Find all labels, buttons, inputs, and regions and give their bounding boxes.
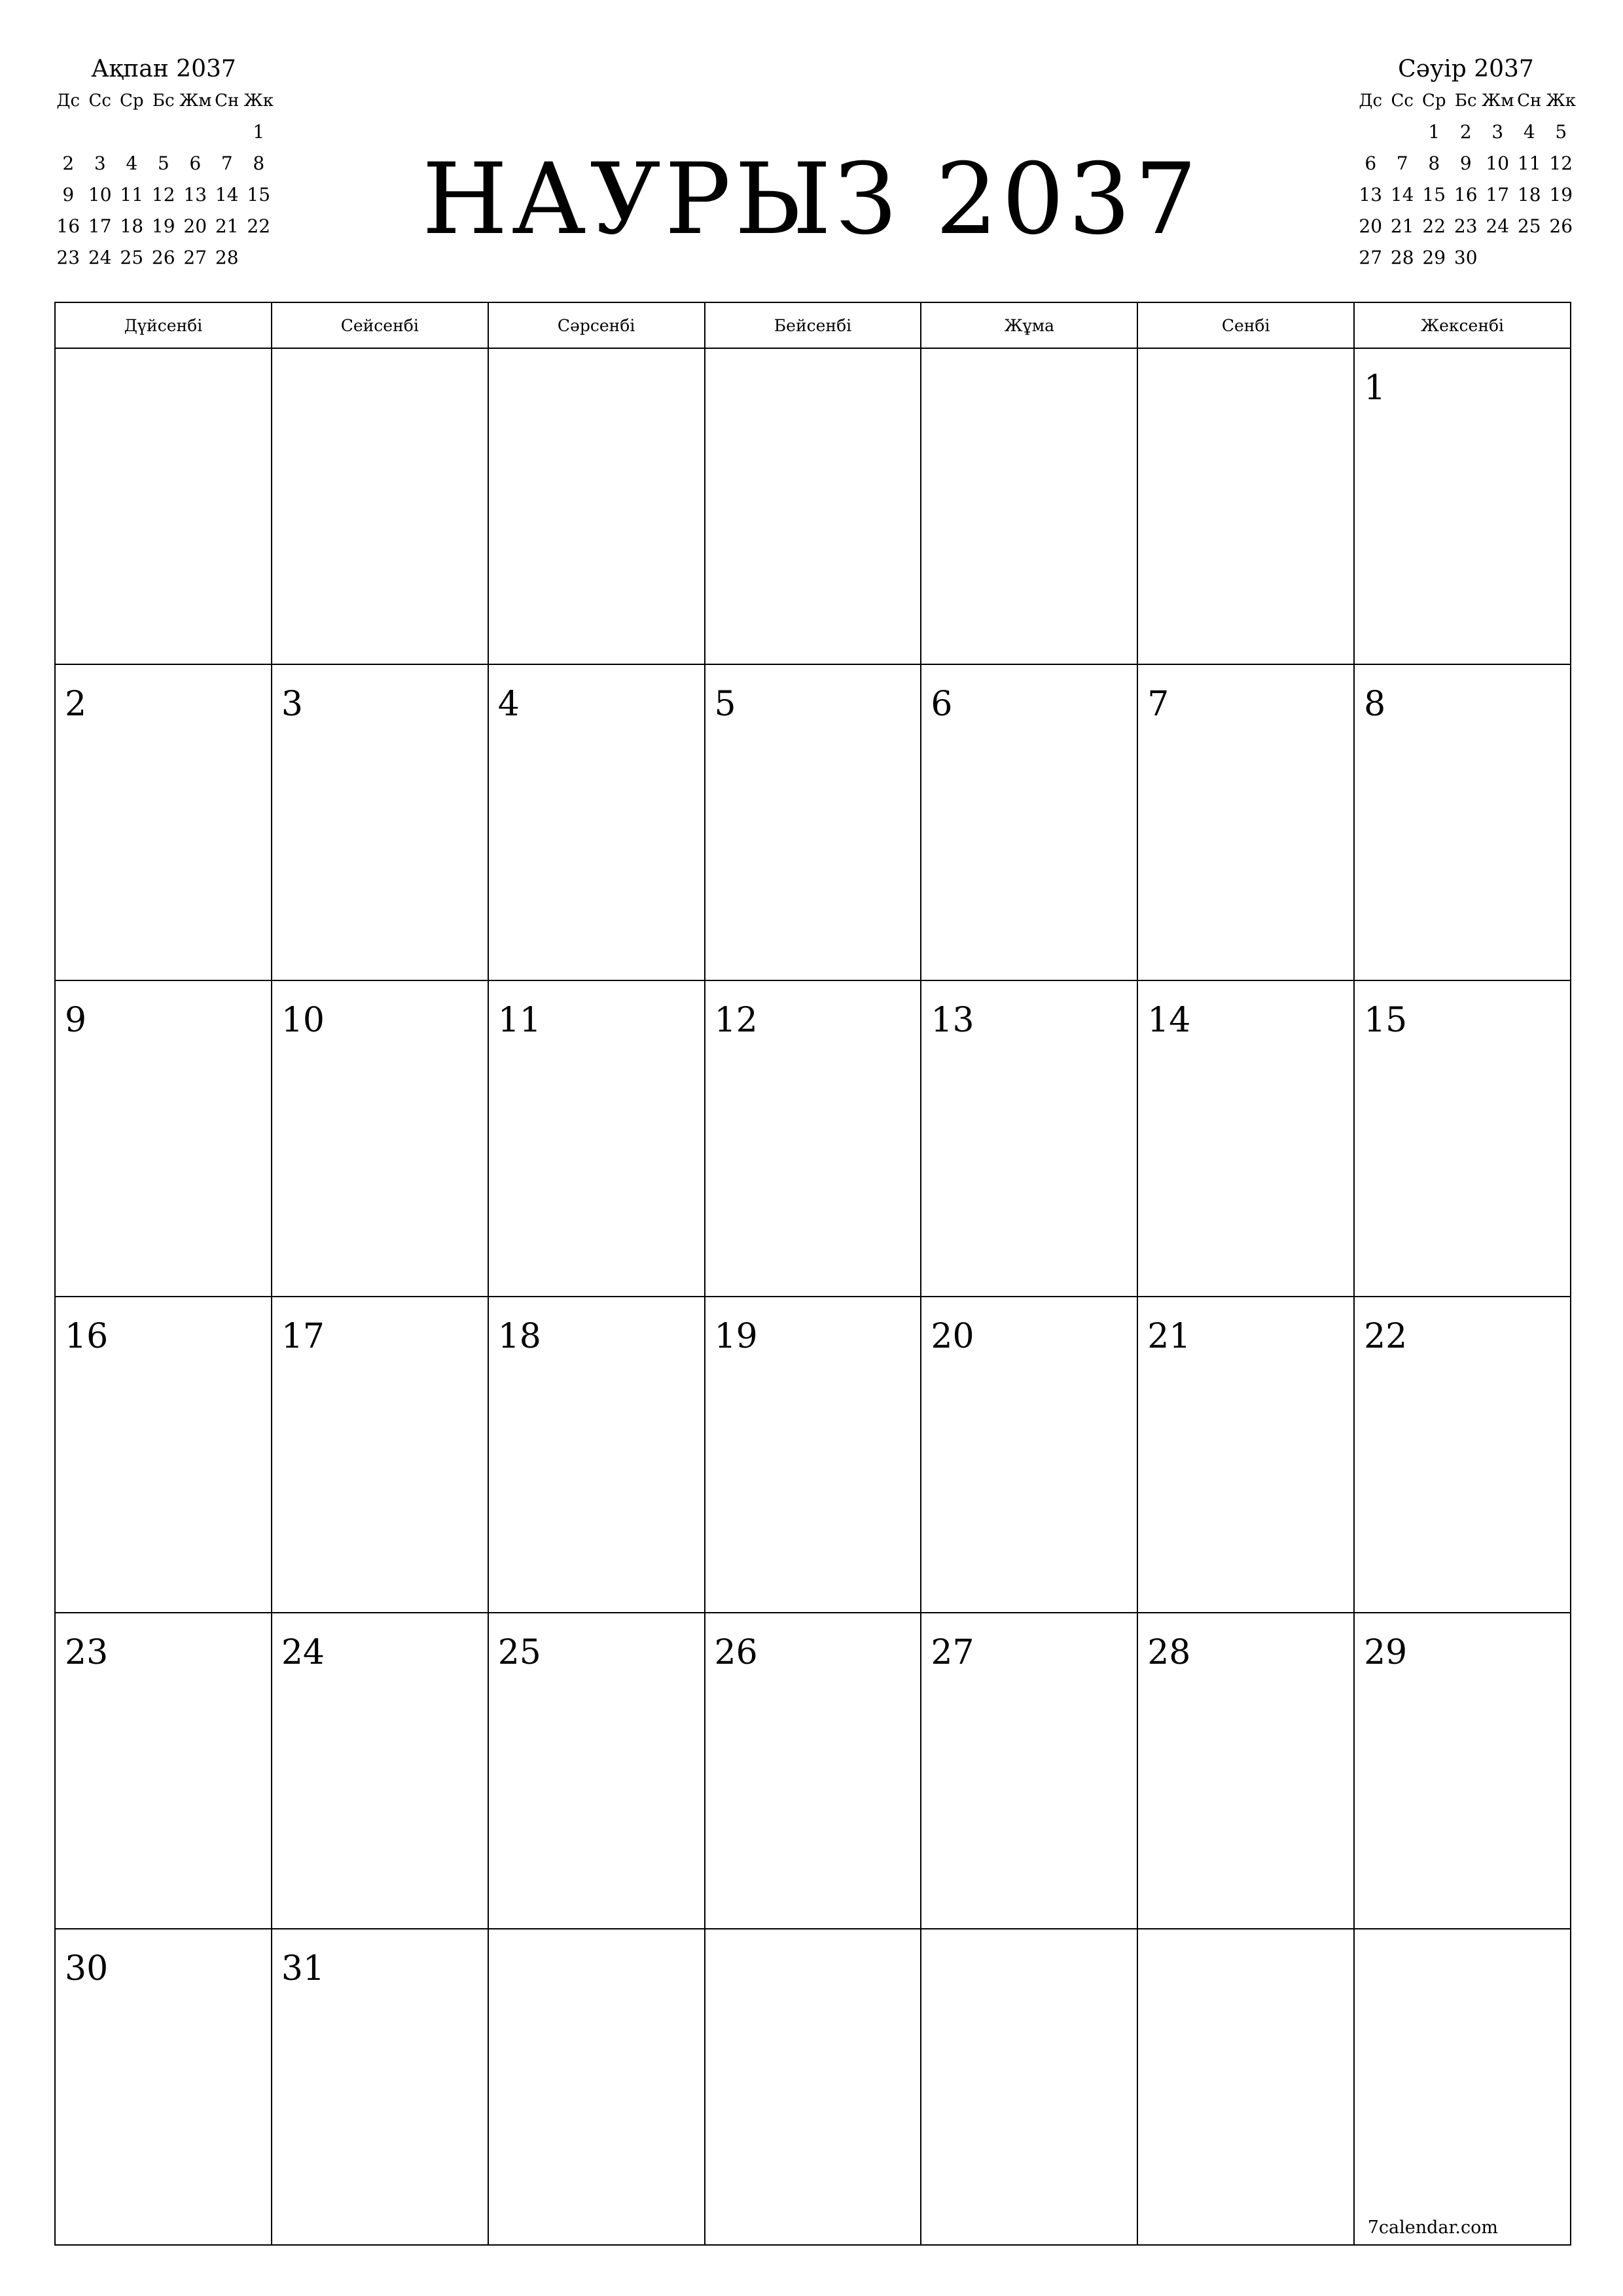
mini-day: 10 — [1486, 152, 1510, 174]
day-cell[interactable] — [55, 1929, 272, 2245]
mini-day: 30 — [1454, 247, 1478, 268]
mini-day: 12 — [151, 184, 175, 206]
day-cell[interactable] — [921, 980, 1137, 1297]
day-cell[interactable] — [1354, 1613, 1571, 1929]
mini-day — [1514, 242, 1546, 274]
weekday-header: Жұма — [921, 302, 1137, 348]
mini-day: 27 — [183, 247, 207, 268]
mini-weekday: Сс — [88, 91, 111, 111]
day-number: 14 — [1147, 1001, 1191, 1040]
day-cell[interactable] — [1137, 980, 1354, 1297]
day-number: 27 — [931, 1633, 974, 1672]
day-number: 19 — [714, 1317, 758, 1356]
mini-weekday: Жм — [179, 91, 212, 111]
day-cell[interactable] — [488, 664, 705, 980]
day-number: 21 — [1147, 1317, 1191, 1356]
day-cell[interactable] — [921, 1297, 1137, 1613]
day-cell[interactable] — [705, 1613, 921, 1929]
month-grid — [54, 302, 1571, 2246]
mini-day: 8 — [1428, 152, 1440, 174]
mini-day — [1387, 117, 1419, 148]
mini-day: 24 — [1486, 215, 1510, 237]
mini-day: 12 — [1549, 152, 1573, 174]
mini-weekday: Бс — [152, 91, 175, 111]
mini-day: 27 — [1359, 247, 1383, 268]
day-cell[interactable] — [1354, 1297, 1571, 1613]
day-cell[interactable] — [272, 1613, 488, 1929]
mini-day: 20 — [183, 215, 207, 237]
mini-weekday: Бс — [1454, 91, 1477, 111]
mini-day: 14 — [1390, 184, 1414, 206]
day-number: 9 — [65, 1001, 87, 1040]
mini-day: 11 — [1517, 152, 1541, 174]
day-cell[interactable] — [921, 348, 1137, 664]
mini-day: 29 — [1422, 247, 1446, 268]
day-number: 22 — [1364, 1317, 1408, 1356]
mini-day: 21 — [1390, 215, 1414, 237]
mini-day: 26 — [1549, 215, 1573, 237]
day-cell[interactable] — [921, 1613, 1137, 1929]
day-number: 16 — [65, 1317, 109, 1356]
day-number: 29 — [1364, 1633, 1408, 1672]
mini-day: 3 — [94, 152, 106, 174]
day-cell[interactable] — [55, 348, 272, 664]
day-cell[interactable] — [1354, 348, 1571, 664]
day-number: 24 — [281, 1633, 325, 1672]
day-cell[interactable] — [1354, 980, 1571, 1297]
day-number: 26 — [714, 1633, 758, 1672]
mini-day: 22 — [1422, 215, 1446, 237]
mini-day: 24 — [88, 247, 112, 268]
day-number: 4 — [497, 685, 520, 724]
day-number: 7 — [1147, 685, 1169, 724]
mini-day: 9 — [1459, 152, 1472, 174]
week-row — [55, 1613, 1571, 1929]
mini-weekday: Сс — [1391, 91, 1414, 111]
day-number: 13 — [931, 1001, 974, 1040]
day-cell[interactable] — [488, 1929, 705, 2245]
day-cell[interactable] — [488, 1613, 705, 1929]
watermark: 7calendar.com — [1367, 2217, 1498, 2238]
mini-day: 6 — [189, 152, 202, 174]
mini-day: 4 — [126, 152, 138, 174]
day-cell[interactable] — [272, 1297, 488, 1613]
next-month-title: Сәуір 2037 — [1398, 56, 1534, 82]
day-cell[interactable] — [1137, 1613, 1354, 1929]
day-cell[interactable] — [1137, 1297, 1354, 1613]
mini-day: 23 — [1454, 215, 1478, 237]
day-number: 8 — [1364, 685, 1386, 724]
mini-weekday: Жм — [1482, 91, 1514, 111]
mini-day: 19 — [151, 215, 175, 237]
day-cell[interactable] — [1137, 348, 1354, 664]
day-number: 30 — [65, 1949, 109, 1988]
mini-day: 8 — [253, 152, 265, 174]
day-number: 10 — [281, 1001, 325, 1040]
mini-day: 22 — [247, 215, 271, 237]
mini-day: 25 — [120, 247, 144, 268]
day-number: 23 — [65, 1633, 109, 1672]
mini-day — [1545, 242, 1577, 274]
day-cell[interactable] — [1137, 1929, 1354, 2245]
day-cell[interactable] — [55, 1613, 272, 1929]
day-cell[interactable] — [1354, 1929, 1571, 2245]
mini-day: 25 — [1517, 215, 1541, 237]
day-cell[interactable] — [488, 1297, 705, 1613]
mini-day: 23 — [56, 247, 80, 268]
mini-weekday: Дс — [1359, 91, 1383, 111]
mini-day: 5 — [157, 152, 169, 174]
day-number: 11 — [497, 1001, 541, 1040]
mini-day: 11 — [120, 184, 144, 206]
day-cell[interactable] — [272, 348, 488, 664]
day-number: 17 — [281, 1317, 325, 1356]
mini-day: 7 — [1396, 152, 1408, 174]
mini-day: 21 — [215, 215, 239, 237]
day-number: 3 — [281, 685, 303, 724]
mini-day: 16 — [1454, 184, 1478, 206]
mini-day: 1 — [1428, 121, 1440, 143]
mini-day: 26 — [151, 247, 175, 268]
mini-day: 18 — [120, 215, 144, 237]
prev-month-title: Ақпан 2037 — [91, 56, 236, 82]
day-number: 12 — [714, 1001, 758, 1040]
day-number: 5 — [714, 685, 736, 724]
mini-weekday: Ср — [119, 91, 144, 111]
day-cell[interactable] — [1354, 664, 1571, 980]
mini-day: 16 — [56, 215, 80, 237]
mini-day: 13 — [1359, 184, 1383, 206]
day-cell[interactable] — [705, 980, 921, 1297]
mini-day: 2 — [62, 152, 75, 174]
day-cell[interactable] — [1137, 664, 1354, 980]
mini-day: 7 — [221, 152, 233, 174]
mini-day: 4 — [1523, 121, 1535, 143]
day-cell[interactable] — [705, 1929, 921, 2245]
next-month-grid — [1355, 85, 1577, 274]
mini-day: 15 — [247, 184, 271, 206]
mini-day: 15 — [1422, 184, 1446, 206]
day-cell[interactable] — [705, 664, 921, 980]
day-cell[interactable] — [272, 980, 488, 1297]
day-number: 31 — [281, 1949, 325, 1988]
next-month-mini-calendar — [1355, 54, 1577, 274]
day-cell[interactable] — [921, 664, 1137, 980]
day-cell[interactable] — [488, 348, 705, 664]
day-number: 25 — [497, 1633, 541, 1672]
mini-day: 9 — [62, 184, 75, 206]
mini-day: 14 — [215, 184, 239, 206]
mini-day: 1 — [253, 121, 265, 143]
mini-day — [1355, 117, 1387, 148]
day-number: 6 — [931, 685, 953, 724]
mini-day — [1482, 242, 1514, 274]
page-title: НАУРЫЗ 2037 — [421, 143, 1202, 257]
day-cell[interactable] — [921, 1929, 1137, 2245]
mini-day: 28 — [215, 247, 239, 268]
mini-weekday: Сн — [1517, 91, 1542, 111]
day-number: 28 — [1147, 1633, 1191, 1672]
day-number: 1 — [1364, 368, 1386, 408]
week-row — [55, 1297, 1571, 1613]
week-row — [55, 980, 1571, 1297]
mini-day: 3 — [1491, 121, 1504, 143]
mini-day: 19 — [1549, 184, 1573, 206]
mini-weekday: Дс — [56, 91, 80, 111]
weekday-header: Жексенбі — [1354, 302, 1571, 348]
mini-day: 18 — [1517, 184, 1541, 206]
day-cell[interactable] — [272, 664, 488, 980]
mini-weekday: Жк — [243, 91, 274, 111]
mini-weekday: Жк — [1546, 91, 1576, 111]
mini-day: 28 — [1390, 247, 1414, 268]
mini-day: 17 — [88, 215, 112, 237]
day-cell[interactable] — [705, 348, 921, 664]
mini-weekday: Ср — [1421, 91, 1446, 111]
week-row — [55, 664, 1571, 980]
mini-day: 5 — [1555, 121, 1567, 143]
day-cell[interactable] — [488, 980, 705, 1297]
day-number: 15 — [1364, 1001, 1408, 1040]
day-cell[interactable] — [55, 664, 272, 980]
mini-weekday: Сн — [215, 91, 240, 111]
day-cell[interactable] — [705, 1297, 921, 1613]
weekday-header: Дүйсенбі — [55, 302, 272, 348]
mini-day: 13 — [183, 184, 207, 206]
weekday-header: Сейсенбі — [272, 302, 488, 348]
day-number: 18 — [497, 1317, 541, 1356]
day-cell[interactable] — [55, 980, 272, 1297]
day-number: 20 — [931, 1317, 974, 1356]
mini-day: 6 — [1364, 152, 1377, 174]
weekday-header: Сәрсенбі — [488, 302, 705, 348]
week-row — [55, 1929, 1571, 2245]
weekday-header: Сенбі — [1137, 302, 1354, 348]
day-cell[interactable] — [272, 1929, 488, 2245]
day-number: 2 — [65, 685, 87, 724]
mini-day: 20 — [1359, 215, 1383, 237]
mini-day: 10 — [88, 184, 112, 206]
day-cell[interactable] — [55, 1297, 272, 1613]
weekday-header: Бейсенбі — [705, 302, 921, 348]
mini-day: 17 — [1486, 184, 1510, 206]
weekday-header-row — [55, 302, 1571, 348]
mini-day: 2 — [1459, 121, 1472, 143]
week-row — [55, 348, 1571, 664]
